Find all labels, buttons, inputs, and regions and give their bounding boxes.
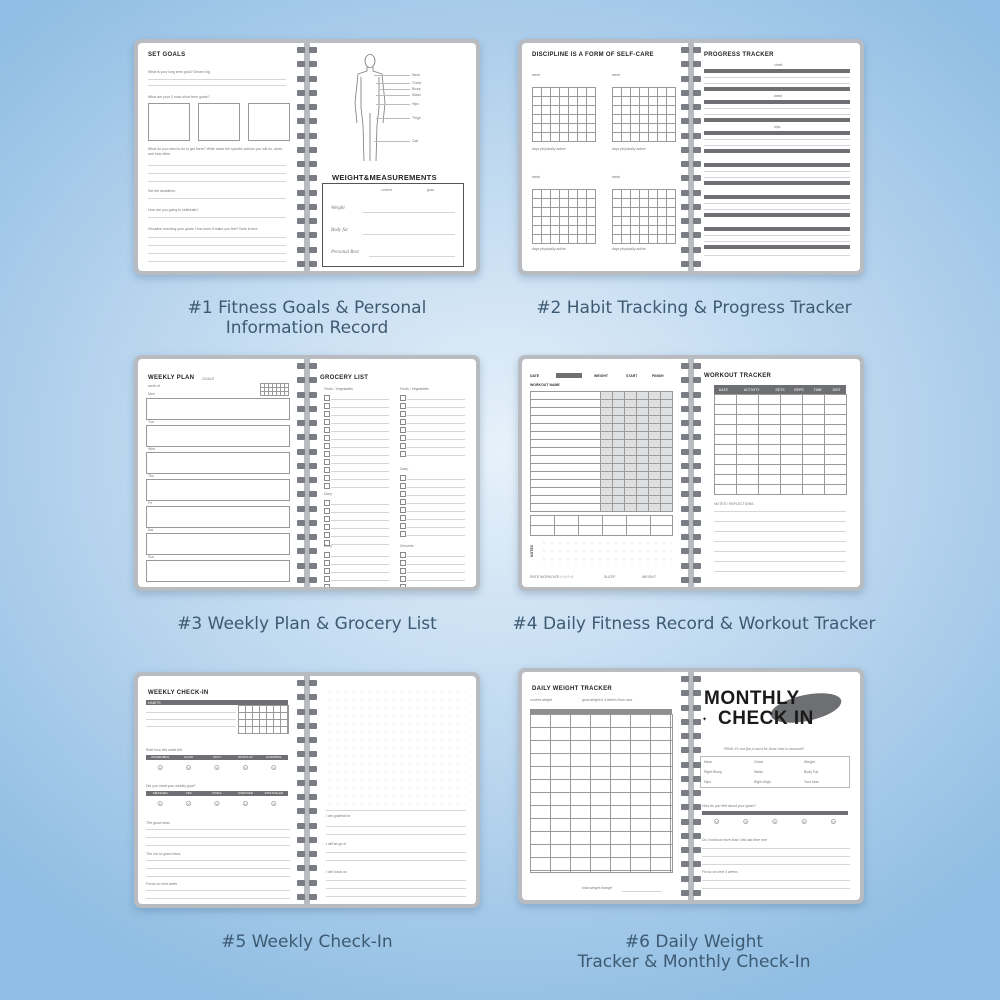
grocery-checkbox[interactable] bbox=[400, 560, 406, 566]
grocery-line bbox=[407, 479, 465, 480]
scale-label: HORRIBLE bbox=[266, 755, 282, 759]
grocery-checkbox[interactable] bbox=[324, 451, 330, 457]
workout-col-header: DIST bbox=[832, 387, 841, 392]
face-icon[interactable]: ☺ bbox=[184, 799, 193, 808]
grocery-checkbox[interactable] bbox=[324, 459, 330, 465]
grocery-line bbox=[407, 519, 465, 520]
caption-line: #3 Weekly Plan & Grocery List bbox=[177, 614, 437, 634]
grocery-line bbox=[331, 572, 389, 573]
caption-4 bbox=[494, 614, 894, 634]
progress-tracker-title: PROGRESS TRACKER bbox=[704, 52, 774, 58]
workout-col-header: DATE bbox=[718, 387, 728, 392]
grocery-checkbox[interactable] bbox=[400, 411, 406, 417]
grocery-checkbox[interactable] bbox=[324, 584, 330, 587]
daily-weight-title: DAILY WEIGHT TRACKER bbox=[532, 686, 613, 692]
grocery-line bbox=[331, 455, 389, 456]
notes-label: NOTES bbox=[530, 545, 534, 558]
grocery-checkbox[interactable] bbox=[324, 443, 330, 449]
habit-grid bbox=[532, 189, 596, 244]
grocery-line bbox=[407, 572, 465, 573]
grocery-checkbox[interactable] bbox=[324, 508, 330, 514]
field-weight: Weight bbox=[804, 760, 815, 764]
date-label: DATE bbox=[530, 374, 540, 378]
spiral-binding bbox=[292, 680, 322, 900]
group-fruits: Fruits / Vegetables bbox=[400, 387, 430, 391]
field-waist: Waist bbox=[754, 770, 763, 774]
goal-weight-label: goal weight & 4 weeks from now bbox=[582, 698, 633, 702]
spiral-binding bbox=[292, 363, 322, 583]
grocery-line bbox=[407, 423, 465, 424]
caption-5 bbox=[107, 932, 507, 952]
notebook-monthly-checkin bbox=[518, 668, 864, 904]
label-chest: Chest bbox=[412, 81, 422, 85]
workout-col-header: REPS bbox=[794, 387, 804, 392]
grocery-line bbox=[407, 503, 465, 504]
grocery-checkbox[interactable] bbox=[324, 435, 330, 441]
grocery-line bbox=[407, 407, 465, 408]
row-weight: Weight bbox=[331, 206, 345, 211]
grocery-checkbox[interactable] bbox=[324, 576, 330, 582]
sets-grid bbox=[600, 391, 673, 512]
week-label: week bbox=[612, 73, 621, 77]
goal-question-3: What do you need to do to get there? Write down the specific actions you will do, when and how often. bbox=[148, 147, 283, 156]
grocery-checkbox[interactable] bbox=[324, 516, 330, 522]
grocery-line bbox=[407, 455, 465, 456]
grocery-checkbox[interactable] bbox=[324, 500, 330, 506]
grocery-line bbox=[407, 439, 465, 440]
face-icon[interactable]: ☺ bbox=[184, 763, 193, 772]
spiral-binding bbox=[676, 676, 706, 896]
monthly-checkin-page bbox=[694, 672, 860, 900]
workout-col-header: SETS bbox=[775, 387, 785, 392]
not-good-news-label: The not so good news bbox=[146, 852, 181, 856]
weekly-plan-page bbox=[138, 359, 304, 587]
caption-line: #5 Weekly Check-In bbox=[221, 932, 393, 952]
grocery-checkbox[interactable] bbox=[324, 524, 330, 530]
grocery-checkbox[interactable] bbox=[324, 419, 330, 425]
col-goal: goal bbox=[427, 188, 434, 192]
grocery-checkbox[interactable] bbox=[400, 576, 406, 582]
goal-question-1: What is your long term goal? Dream big. bbox=[148, 70, 211, 74]
field-body-fat: Body Fat bbox=[804, 770, 819, 774]
grocery-line bbox=[407, 431, 465, 432]
set-goals-title: SET GOALS bbox=[148, 52, 186, 58]
habit-checkin-grid bbox=[238, 705, 289, 734]
grocery-checkbox[interactable] bbox=[400, 483, 406, 489]
day-mon: Mon bbox=[148, 392, 155, 396]
workout-name-label: WORKOUT NAME bbox=[530, 383, 560, 387]
measurement-table bbox=[322, 183, 464, 267]
goal-question-2: What are your 3 main short term goals? bbox=[148, 95, 210, 99]
grocery-line bbox=[407, 495, 465, 496]
total-change-label: total weight change bbox=[582, 886, 613, 890]
finish-label: FINISH bbox=[652, 374, 664, 378]
day-tue: Tue bbox=[148, 420, 154, 424]
gratitude-page bbox=[310, 676, 476, 904]
spiral-binding bbox=[292, 47, 322, 267]
notes-reflections-label: NOTES / REFLECTIONS bbox=[714, 502, 754, 506]
discipline-title: DISCIPLINE IS A FORM OF SELF-CARE bbox=[532, 52, 654, 58]
workout-tracker-page bbox=[694, 359, 860, 587]
mood-scale bbox=[146, 755, 288, 772]
weight-label: WEIGHT bbox=[594, 374, 608, 378]
group-dairy: Dairy bbox=[324, 492, 333, 496]
habits-label: HABITS bbox=[148, 700, 161, 705]
face-icon[interactable]: ☺ bbox=[156, 799, 165, 808]
weekly-plan-title: WEEKLY PLAN bbox=[148, 375, 195, 381]
habit-grid bbox=[612, 189, 676, 244]
weekly-goal-grid bbox=[260, 383, 289, 396]
day-sat: Sat bbox=[148, 528, 154, 532]
grocery-line bbox=[331, 512, 389, 513]
rating-stars-icon: ☆☆☆☆☆ bbox=[556, 574, 574, 579]
grocery-checkbox[interactable] bbox=[324, 395, 330, 401]
metric-hips: hips bbox=[774, 125, 781, 129]
habit-grid bbox=[532, 87, 596, 142]
grocery-checkbox[interactable] bbox=[324, 560, 330, 566]
field-hips: Hips bbox=[704, 780, 712, 784]
grocery-checkbox[interactable] bbox=[400, 507, 406, 513]
scale-label: STRUGGLED bbox=[264, 791, 284, 795]
week-label: week bbox=[612, 175, 621, 179]
current-weight-label: current weight bbox=[530, 698, 552, 702]
label-thigh: Thigh bbox=[412, 116, 421, 120]
grocery-checkbox[interactable] bbox=[400, 584, 406, 587]
grocery-line bbox=[331, 415, 389, 416]
caption-line: #4 Daily Fitness Record & Workout Tracker bbox=[512, 614, 876, 634]
grocery-checkbox[interactable] bbox=[400, 419, 406, 425]
caption-1 bbox=[107, 298, 507, 338]
grocery-checkbox[interactable] bbox=[324, 475, 330, 481]
goal-question-4: Set the deadlines. bbox=[148, 189, 177, 193]
label-neck: Neck bbox=[412, 73, 420, 77]
group-fruits: Fruits / Vegetables bbox=[324, 387, 354, 391]
grocery-line bbox=[331, 471, 389, 472]
grocery-list-page bbox=[310, 359, 476, 587]
sparkle-icon: ✦ bbox=[702, 717, 708, 723]
face-icon[interactable]: ☺ bbox=[269, 763, 278, 772]
grocery-line bbox=[407, 415, 465, 416]
workout-table bbox=[714, 394, 847, 495]
grocery-line bbox=[331, 564, 389, 565]
grocery-checkbox[interactable] bbox=[400, 403, 406, 409]
caption-3 bbox=[107, 614, 507, 634]
grocery-checkbox[interactable] bbox=[324, 568, 330, 574]
focus-on-label: I will focus on bbox=[326, 870, 348, 874]
label-bicep: Bicep bbox=[412, 87, 421, 91]
goal-question-6: Visualize reaching your goals. How does it make you feel? Note it here. bbox=[148, 227, 259, 231]
caption-line: #6 Daily Weight bbox=[624, 932, 764, 952]
weight-measurements-page bbox=[310, 43, 476, 271]
spiral-binding bbox=[676, 363, 706, 583]
goal-question: Did you meet your weekly goal? bbox=[146, 784, 196, 788]
active-label: days physically active bbox=[612, 147, 646, 151]
grocery-line bbox=[331, 407, 389, 408]
sleep-label: SLEEP bbox=[604, 575, 616, 579]
focus-next-week-label: Focus on next week bbox=[146, 882, 178, 886]
good-news-label: The good news bbox=[146, 821, 170, 825]
scale-label: INCREDIBLE bbox=[151, 755, 170, 759]
grocery-line bbox=[331, 423, 389, 424]
checkin-title: CHECK IN bbox=[718, 708, 814, 729]
caption-6 bbox=[494, 932, 894, 972]
face-icon[interactable]: ☺ bbox=[269, 799, 278, 808]
face-icon[interactable]: ☺ bbox=[800, 817, 809, 826]
grocery-line bbox=[331, 556, 389, 557]
grocery-line bbox=[407, 487, 465, 488]
active-label: days physically active bbox=[612, 247, 646, 251]
grocery-line bbox=[407, 447, 465, 448]
grocery-line bbox=[331, 580, 389, 581]
spiral-binding bbox=[676, 47, 706, 267]
field-your-best: Your best bbox=[804, 780, 819, 784]
summary-grid bbox=[530, 515, 673, 536]
row-body-fat: Body fat bbox=[331, 228, 348, 233]
daily-fitness-page bbox=[522, 359, 688, 587]
caption-line: Tracker & Monthly Check-In bbox=[577, 952, 811, 972]
label-hips: Hips bbox=[412, 102, 420, 106]
weight-measurements-title: WEIGHT&MEASUREMENTS bbox=[332, 173, 437, 182]
grocery-line bbox=[331, 463, 389, 464]
grocery-checkbox[interactable] bbox=[400, 515, 406, 521]
field-chest: Chest bbox=[754, 760, 764, 764]
grocery-line bbox=[331, 487, 389, 488]
group-dairy: Dairy bbox=[400, 467, 409, 471]
scale-label: SMASHED bbox=[152, 791, 168, 795]
active-label: days physically active bbox=[532, 247, 566, 251]
workout-log-grid bbox=[530, 391, 601, 512]
grocery-line bbox=[407, 535, 465, 536]
workout-table-header bbox=[714, 385, 846, 394]
caption-line: Information Record bbox=[225, 318, 389, 338]
caption-2 bbox=[494, 298, 894, 318]
grocery-line bbox=[407, 511, 465, 512]
week-label: week bbox=[532, 73, 541, 77]
active-label: days physically active bbox=[532, 147, 566, 151]
habit-grid bbox=[612, 87, 676, 142]
grocery-line bbox=[331, 544, 389, 545]
face-icon[interactable]: ☺ bbox=[212, 763, 222, 772]
face-icon[interactable]: ☺ bbox=[829, 817, 838, 826]
notebook-fitness-goals bbox=[134, 39, 480, 275]
goal-scale bbox=[146, 791, 288, 808]
scale-label: DIFFICULT bbox=[237, 755, 253, 759]
scale-label: SURVIVED bbox=[237, 791, 254, 795]
weight-footer-label: WEIGHT bbox=[642, 575, 656, 579]
feeling-scale bbox=[702, 817, 848, 826]
scale-label: GOOD bbox=[184, 755, 194, 759]
grocery-checkbox[interactable] bbox=[324, 467, 330, 473]
grocery-checkbox[interactable] bbox=[400, 443, 406, 449]
grocery-line bbox=[331, 504, 389, 505]
goals-label: GOALS bbox=[202, 377, 215, 381]
week-of-label: week of bbox=[148, 384, 161, 388]
start-label: START bbox=[626, 374, 638, 378]
short-term-goal-box bbox=[198, 103, 240, 141]
scale-label: OKAY bbox=[212, 755, 222, 759]
face-icon[interactable]: ☺ bbox=[712, 817, 721, 826]
grocery-checkbox[interactable] bbox=[400, 475, 406, 481]
monthly-subtitle: While it's not fun,it must be done time to measure! bbox=[724, 746, 805, 751]
grocery-line bbox=[331, 479, 389, 480]
grocery-checkbox[interactable] bbox=[400, 568, 406, 574]
progress-tracker-page bbox=[694, 43, 860, 271]
day-wed: Wed bbox=[148, 447, 156, 451]
grocery-checkbox[interactable] bbox=[324, 403, 330, 409]
grocery-checkbox[interactable] bbox=[324, 483, 330, 489]
label-waist: Waist bbox=[412, 93, 421, 97]
notebook-weekly-checkin bbox=[134, 672, 480, 908]
discipline-page bbox=[522, 43, 688, 271]
notebook-habit-tracking bbox=[518, 39, 864, 275]
workout-col-header: ACTIVITY bbox=[743, 387, 760, 392]
mood-question: Rate how this week felt bbox=[146, 748, 182, 752]
grocery-checkbox[interactable] bbox=[400, 395, 406, 401]
proud-label: Do I workout more than I did last time one bbox=[702, 838, 767, 842]
grocery-checkbox[interactable] bbox=[400, 491, 406, 497]
grocery-checkbox[interactable] bbox=[400, 552, 406, 558]
grocery-line bbox=[331, 520, 389, 521]
day-thu: Thu bbox=[148, 474, 155, 478]
group-dairy: Dairy bbox=[324, 544, 333, 548]
monthly-title: MONTHLY bbox=[704, 688, 800, 709]
face-icon[interactable]: ☺ bbox=[241, 763, 250, 772]
scale-label: YES bbox=[185, 791, 192, 795]
grocery-line bbox=[331, 447, 389, 448]
day-sun: Sun bbox=[148, 555, 155, 559]
workout-tracker-title: WORKOUT TRACKER bbox=[704, 373, 772, 379]
grocery-checkbox[interactable] bbox=[400, 435, 406, 441]
grocery-line bbox=[331, 399, 389, 400]
focus-next-label: Focus on next 4 weeks bbox=[702, 870, 738, 874]
notebook-daily-fitness bbox=[518, 355, 864, 591]
face-icon[interactable]: ☺ bbox=[241, 799, 250, 808]
grocery-checkbox[interactable] bbox=[324, 532, 330, 538]
grocery-line bbox=[407, 580, 465, 581]
grateful-label: I am grateful for bbox=[326, 814, 351, 818]
workout-col-header: TIME bbox=[813, 387, 822, 392]
caption-line: #1 Fitness Goals & Personal bbox=[187, 298, 427, 318]
daily-weight-tracker-page bbox=[522, 672, 688, 900]
grocery-checkbox[interactable] bbox=[324, 552, 330, 558]
grocery-checkbox[interactable] bbox=[324, 427, 330, 433]
label-calf: Calf bbox=[412, 139, 419, 143]
weekly-checkin-page bbox=[138, 676, 304, 904]
grocery-checkbox[interactable] bbox=[400, 531, 406, 537]
grocery-checkbox[interactable] bbox=[324, 411, 330, 417]
short-term-goal-box bbox=[248, 103, 290, 141]
grocery-line bbox=[407, 564, 465, 565]
grocery-line bbox=[331, 439, 389, 440]
metric-chest: chest bbox=[774, 63, 783, 67]
row-personal-best: Personal Best bbox=[331, 250, 359, 255]
weekly-checkin-title: WEEKLY CHECK-IN bbox=[148, 690, 209, 696]
feel-question: How do you feel about your goals? bbox=[702, 804, 756, 808]
grocery-line bbox=[331, 536, 389, 537]
face-icon[interactable]: ☺ bbox=[741, 817, 750, 826]
caption-line: #2 Habit Tracking & Progress Tracker bbox=[536, 298, 852, 318]
face-icon[interactable]: ☺ bbox=[212, 799, 222, 808]
grocery-line bbox=[331, 528, 389, 529]
grocery-line bbox=[331, 431, 389, 432]
grocery-checkbox[interactable] bbox=[400, 451, 406, 457]
grocery-line bbox=[407, 556, 465, 557]
let-go-label: I will let go of bbox=[326, 842, 347, 846]
goal-question-5: How are you going to celebrate? bbox=[148, 208, 199, 212]
week-label: week bbox=[532, 175, 541, 179]
notebook-weekly-plan bbox=[134, 355, 480, 591]
day-fri: Fri bbox=[148, 501, 153, 505]
field-right-thigh: Right thigh bbox=[754, 780, 771, 784]
grocery-line bbox=[407, 527, 465, 528]
field-right-bicep: Right Bicep bbox=[704, 770, 722, 774]
grocery-checkbox[interactable] bbox=[400, 523, 406, 529]
scale-label: KINDA bbox=[212, 791, 222, 795]
grocery-checkbox[interactable] bbox=[400, 427, 406, 433]
metric-waist: waist bbox=[774, 94, 782, 98]
rate-label: RATE WORKOUT bbox=[530, 575, 559, 579]
daily-weight-grid bbox=[530, 714, 673, 873]
grocery-list-title: GROCERY LIST bbox=[320, 375, 369, 381]
grocery-checkbox[interactable] bbox=[400, 499, 406, 505]
col-current: current bbox=[381, 188, 392, 192]
grocery-line bbox=[407, 399, 465, 400]
group-desserts: Desserts bbox=[400, 544, 414, 548]
short-term-goal-box bbox=[148, 103, 190, 141]
field-neck: Neck bbox=[704, 760, 712, 764]
set-goals-page bbox=[138, 43, 304, 271]
face-icon[interactable]: ☺ bbox=[156, 763, 165, 772]
face-icon[interactable]: ☺ bbox=[770, 817, 780, 826]
body-outline-figure bbox=[350, 53, 390, 165]
